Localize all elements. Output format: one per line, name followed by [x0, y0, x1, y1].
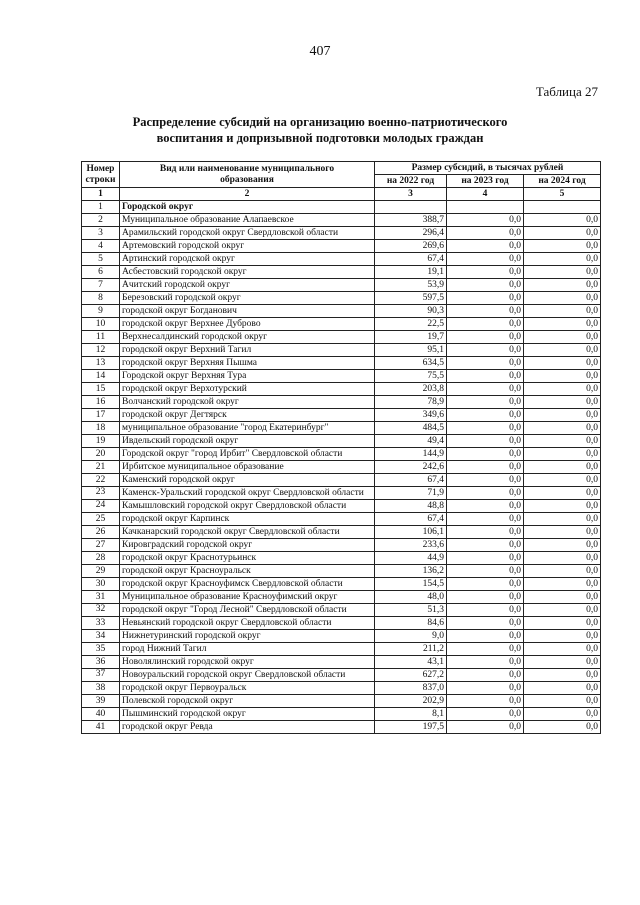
empty-cell: [524, 201, 601, 214]
amount-2022: 388,7: [375, 214, 447, 227]
row-number: 3: [82, 227, 120, 240]
amount-2024: 0,0: [524, 526, 601, 539]
amount-2022: 242,6: [375, 461, 447, 474]
amount-2023: 0,0: [447, 682, 524, 695]
table-row: [82, 383, 601, 396]
municipality-name: городской округ Первоуральск: [120, 682, 375, 695]
amount-2022: 837,0: [375, 682, 447, 695]
table-row: [82, 669, 601, 682]
amount-2022: 197,5: [375, 721, 447, 734]
amount-2024: 0,0: [524, 422, 601, 435]
amount-2022: 67,4: [375, 253, 447, 266]
row-number: 18: [82, 422, 120, 435]
row-number: 33: [82, 617, 120, 630]
municipality-name: городской округ Верхотурский: [120, 383, 375, 396]
amount-2023: 0,0: [447, 500, 524, 513]
municipality-name: Арамильский городской округ Свердловской области: [120, 227, 375, 240]
table-row: [82, 500, 601, 513]
amount-2023: 0,0: [447, 383, 524, 396]
table-row: [82, 305, 601, 318]
amount-2024: 0,0: [524, 344, 601, 357]
amount-2022: 67,4: [375, 513, 447, 526]
amount-2022: 203,8: [375, 383, 447, 396]
table-row: [82, 409, 601, 422]
row-number: 31: [82, 591, 120, 604]
amount-2023: 0,0: [447, 461, 524, 474]
amount-2023: 0,0: [447, 630, 524, 643]
amount-2023: 0,0: [447, 565, 524, 578]
municipality-name: Верхнесалдинский городской округ: [120, 331, 375, 344]
amount-2023: 0,0: [447, 643, 524, 656]
amount-2024: 0,0: [524, 643, 601, 656]
municipality-name: Артемовский городской округ: [120, 240, 375, 253]
amount-2023: 0,0: [447, 266, 524, 279]
table-row: [82, 448, 601, 461]
amount-2023: 0,0: [447, 318, 524, 331]
amount-2023: 0,0: [447, 396, 524, 409]
table-body: [82, 201, 601, 734]
row-number: 7: [82, 279, 120, 292]
amount-2023: 0,0: [447, 331, 524, 344]
header-2022: на 2022 год: [375, 175, 447, 188]
municipality-name: Ирбитское муниципальное образование: [120, 461, 375, 474]
col-number-3: 3: [375, 188, 447, 201]
table-row: [82, 331, 601, 344]
amount-2022: 19,7: [375, 331, 447, 344]
table-row: [82, 643, 601, 656]
amount-2022: 22,5: [375, 318, 447, 331]
table-row: [82, 474, 601, 487]
amount-2022: 349,6: [375, 409, 447, 422]
row-number: 14: [82, 370, 120, 383]
col-number-1: 1: [82, 188, 120, 201]
section-name: Городской округ: [120, 201, 375, 214]
municipality-name: город Нижний Тагил: [120, 643, 375, 656]
amount-2024: 0,0: [524, 539, 601, 552]
municipality-name: Березовский городской округ: [120, 292, 375, 305]
subsidy-table: [81, 161, 601, 734]
amount-2022: 8,1: [375, 708, 447, 721]
municipality-name: Муниципальное образование Алапаевское: [120, 214, 375, 227]
amount-2022: 78,9: [375, 396, 447, 409]
table-row: [82, 539, 601, 552]
table-row: [82, 370, 601, 383]
amount-2023: 0,0: [447, 513, 524, 526]
row-number: 28: [82, 552, 120, 565]
amount-2023: 0,0: [447, 617, 524, 630]
col-number-4: 4: [447, 188, 524, 201]
municipality-name: Невьянский городской округ Свердловской области: [120, 617, 375, 630]
amount-2023: 0,0: [447, 240, 524, 253]
municipality-name: городской округ Карпинск: [120, 513, 375, 526]
amount-2022: 211,2: [375, 643, 447, 656]
row-number: 13: [82, 357, 120, 370]
row-number: 16: [82, 396, 120, 409]
table-row: [82, 240, 601, 253]
table-row: [82, 565, 601, 578]
empty-cell: [375, 201, 447, 214]
amount-2023: 0,0: [447, 435, 524, 448]
row-number: 36: [82, 656, 120, 669]
row-number: 32: [82, 604, 120, 617]
row-number: 35: [82, 643, 120, 656]
table-row: [82, 422, 601, 435]
header-amount-group: Размер субсидий, в тысячах рублей: [375, 162, 601, 175]
table-row: [82, 214, 601, 227]
amount-2023: 0,0: [447, 591, 524, 604]
amount-2024: 0,0: [524, 708, 601, 721]
row-number: 22: [82, 474, 120, 487]
amount-2024: 0,0: [524, 474, 601, 487]
amount-2024: 0,0: [524, 513, 601, 526]
amount-2024: 0,0: [524, 656, 601, 669]
table-row: [82, 344, 601, 357]
table-row: [82, 396, 601, 409]
row-number: 15: [82, 383, 120, 396]
amount-2023: 0,0: [447, 487, 524, 500]
row-number: 5: [82, 253, 120, 266]
header-2023: на 2023 год: [447, 175, 524, 188]
amount-2022: 51,3: [375, 604, 447, 617]
amount-2022: 95,1: [375, 344, 447, 357]
amount-2023: 0,0: [447, 214, 524, 227]
amount-2022: 106,1: [375, 526, 447, 539]
amount-2024: 0,0: [524, 591, 601, 604]
amount-2023: 0,0: [447, 370, 524, 383]
amount-2024: 0,0: [524, 461, 601, 474]
table-row: [82, 318, 601, 331]
municipality-name: Ачитский городской округ: [120, 279, 375, 292]
municipality-name: Качканарский городской округ Свердловской области: [120, 526, 375, 539]
amount-2022: 53,9: [375, 279, 447, 292]
amount-2022: 43,1: [375, 656, 447, 669]
amount-2022: 296,4: [375, 227, 447, 240]
col-number-2: 2: [120, 188, 375, 201]
amount-2022: 634,5: [375, 357, 447, 370]
amount-2023: 0,0: [447, 578, 524, 591]
row-number: 10: [82, 318, 120, 331]
col-number-5: 5: [524, 188, 601, 201]
amount-2024: 0,0: [524, 266, 601, 279]
table-row: [82, 435, 601, 448]
amount-2023: 0,0: [447, 552, 524, 565]
municipality-name: городской округ Краснотурьинск: [120, 552, 375, 565]
amount-2023: 0,0: [447, 604, 524, 617]
municipality-name: Полевской городской округ: [120, 695, 375, 708]
amount-2022: 269,6: [375, 240, 447, 253]
amount-2022: 75,5: [375, 370, 447, 383]
amount-2022: 84,6: [375, 617, 447, 630]
municipality-name: Новолялинский городской округ: [120, 656, 375, 669]
amount-2022: 44,9: [375, 552, 447, 565]
table-row: [82, 591, 601, 604]
amount-2022: 202,9: [375, 695, 447, 708]
table-row: [82, 578, 601, 591]
amount-2023: 0,0: [447, 409, 524, 422]
amount-2024: 0,0: [524, 500, 601, 513]
amount-2022: 67,4: [375, 474, 447, 487]
row-number: 21: [82, 461, 120, 474]
amount-2022: 19,1: [375, 266, 447, 279]
row-number: 38: [82, 682, 120, 695]
amount-2024: 0,0: [524, 630, 601, 643]
municipality-name: Артинский городской округ: [120, 253, 375, 266]
amount-2022: 90,3: [375, 305, 447, 318]
amount-2024: 0,0: [524, 227, 601, 240]
amount-2024: 0,0: [524, 383, 601, 396]
table-row: [82, 266, 601, 279]
amount-2024: 0,0: [524, 682, 601, 695]
amount-2024: 0,0: [524, 721, 601, 734]
amount-2024: 0,0: [524, 669, 601, 682]
table-row: [82, 604, 601, 617]
empty-cell: [447, 201, 524, 214]
table-row: [82, 487, 601, 500]
amount-2022: 49,4: [375, 435, 447, 448]
amount-2024: 0,0: [524, 253, 601, 266]
municipality-name: Каменск-Уральский городской округ Свердловской области: [120, 487, 375, 500]
row-number: 19: [82, 435, 120, 448]
row-number: 29: [82, 565, 120, 578]
municipality-name: Новоуральский городской округ Свердловской области: [120, 669, 375, 682]
amount-2023: 0,0: [447, 539, 524, 552]
amount-2022: 597,5: [375, 292, 447, 305]
table-row: [82, 682, 601, 695]
row-number: 2: [82, 214, 120, 227]
amount-2024: 0,0: [524, 331, 601, 344]
amount-2024: 0,0: [524, 318, 601, 331]
row-number: 6: [82, 266, 120, 279]
amount-2024: 0,0: [524, 617, 601, 630]
municipality-name: городской округ Красноуфимск Свердловской области: [120, 578, 375, 591]
table-row: [82, 630, 601, 643]
amount-2022: 48,8: [375, 500, 447, 513]
table-row: [82, 656, 601, 669]
amount-2024: 0,0: [524, 279, 601, 292]
table-row: [82, 292, 601, 305]
amount-2023: 0,0: [447, 656, 524, 669]
row-number: 8: [82, 292, 120, 305]
row-number: 27: [82, 539, 120, 552]
amount-2024: 0,0: [524, 565, 601, 578]
amount-2023: 0,0: [447, 721, 524, 734]
table-label: Таблица 27: [535, 84, 598, 99]
amount-2022: 627,2: [375, 669, 447, 682]
row-number: 20: [82, 448, 120, 461]
table-row: [82, 279, 601, 292]
table-row: [82, 227, 601, 240]
table-row: [82, 526, 601, 539]
header-row-number: Номер строки: [82, 162, 120, 188]
amount-2024: 0,0: [524, 357, 601, 370]
row-number: 26: [82, 526, 120, 539]
municipality-name: Пышминский городской округ: [120, 708, 375, 721]
page-number: 407: [309, 44, 331, 59]
amount-2024: 0,0: [524, 409, 601, 422]
amount-2024: 0,0: [524, 487, 601, 500]
amount-2023: 0,0: [447, 253, 524, 266]
row-number: 34: [82, 630, 120, 643]
title-line-2: воспитания и допризывной подготовки молодых граждан: [156, 131, 484, 145]
municipality-name: Каменский городской округ: [120, 474, 375, 487]
document-title: [80, 114, 560, 146]
row-number: 9: [82, 305, 120, 318]
municipality-name: городской округ "Город Лесной" Свердловской области: [120, 604, 375, 617]
amount-2024: 0,0: [524, 552, 601, 565]
row-number: 37: [82, 669, 120, 682]
municipality-name: Муниципальное образование Красноуфимский округ: [120, 591, 375, 604]
table-row: [82, 461, 601, 474]
amount-2024: 0,0: [524, 695, 601, 708]
table-row: [82, 721, 601, 734]
amount-2023: 0,0: [447, 279, 524, 292]
section-number: 1: [82, 201, 120, 214]
amount-2022: 48,0: [375, 591, 447, 604]
table-row: [82, 617, 601, 630]
row-number: 39: [82, 695, 120, 708]
municipality-name: городской округ Ревда: [120, 721, 375, 734]
header-name: Вид или наименование муниципального образования: [120, 162, 375, 188]
table-row: [82, 253, 601, 266]
municipality-name: городской округ Верхнее Дуброво: [120, 318, 375, 331]
amount-2023: 0,0: [447, 474, 524, 487]
section-row: [82, 201, 601, 214]
amount-2023: 0,0: [447, 227, 524, 240]
row-number: 4: [82, 240, 120, 253]
municipality-name: городской округ Верхний Тагил: [120, 344, 375, 357]
row-number: 30: [82, 578, 120, 591]
amount-2022: 9,0: [375, 630, 447, 643]
municipality-name: Нижнетуринский городской округ: [120, 630, 375, 643]
amount-2024: 0,0: [524, 240, 601, 253]
row-number: 23: [82, 487, 120, 500]
amount-2024: 0,0: [524, 214, 601, 227]
row-number: 17: [82, 409, 120, 422]
table-row: [82, 695, 601, 708]
amount-2024: 0,0: [524, 292, 601, 305]
amount-2024: 0,0: [524, 448, 601, 461]
header-2024: на 2024 год: [524, 175, 601, 188]
amount-2023: 0,0: [447, 357, 524, 370]
municipality-name: муниципальное образование "город Екатеринбург": [120, 422, 375, 435]
amount-2024: 0,0: [524, 578, 601, 591]
amount-2024: 0,0: [524, 305, 601, 318]
title-line-1: Распределение субсидий на организацию военно-патриотического: [132, 115, 508, 129]
amount-2024: 0,0: [524, 604, 601, 617]
row-number: 24: [82, 500, 120, 513]
amount-2023: 0,0: [447, 448, 524, 461]
municipality-name: Городской округ Верхняя Тура: [120, 370, 375, 383]
amount-2023: 0,0: [447, 292, 524, 305]
municipality-name: городской округ Верхняя Пышма: [120, 357, 375, 370]
amount-2023: 0,0: [447, 344, 524, 357]
municipality-name: городской округ Красноуральск: [120, 565, 375, 578]
table-row: [82, 552, 601, 565]
amount-2024: 0,0: [524, 396, 601, 409]
amount-2023: 0,0: [447, 669, 524, 682]
row-number: 12: [82, 344, 120, 357]
municipality-name: Волчанский городской округ: [120, 396, 375, 409]
amount-2023: 0,0: [447, 305, 524, 318]
table-row: [82, 513, 601, 526]
amount-2023: 0,0: [447, 422, 524, 435]
amount-2022: 71,9: [375, 487, 447, 500]
amount-2022: 484,5: [375, 422, 447, 435]
amount-2024: 0,0: [524, 435, 601, 448]
municipality-name: Городской округ "город Ирбит" Свердловской области: [120, 448, 375, 461]
amount-2022: 144,9: [375, 448, 447, 461]
table-row: [82, 708, 601, 721]
row-number: 25: [82, 513, 120, 526]
table-row: [82, 357, 601, 370]
municipality-name: городской округ Дегтярск: [120, 409, 375, 422]
amount-2023: 0,0: [447, 695, 524, 708]
row-number: 41: [82, 721, 120, 734]
municipality-name: Кировградский городской округ: [120, 539, 375, 552]
amount-2022: 233,6: [375, 539, 447, 552]
municipality-name: Камышловский городской округ Свердловской области: [120, 500, 375, 513]
municipality-name: городской округ Богданович: [120, 305, 375, 318]
amount-2023: 0,0: [447, 526, 524, 539]
amount-2023: 0,0: [447, 708, 524, 721]
amount-2022: 154,5: [375, 578, 447, 591]
row-number: 11: [82, 331, 120, 344]
amount-2022: 136,2: [375, 565, 447, 578]
row-number: 40: [82, 708, 120, 721]
municipality-name: Асбестовский городской округ: [120, 266, 375, 279]
municipality-name: Ивдельский городской округ: [120, 435, 375, 448]
amount-2024: 0,0: [524, 370, 601, 383]
